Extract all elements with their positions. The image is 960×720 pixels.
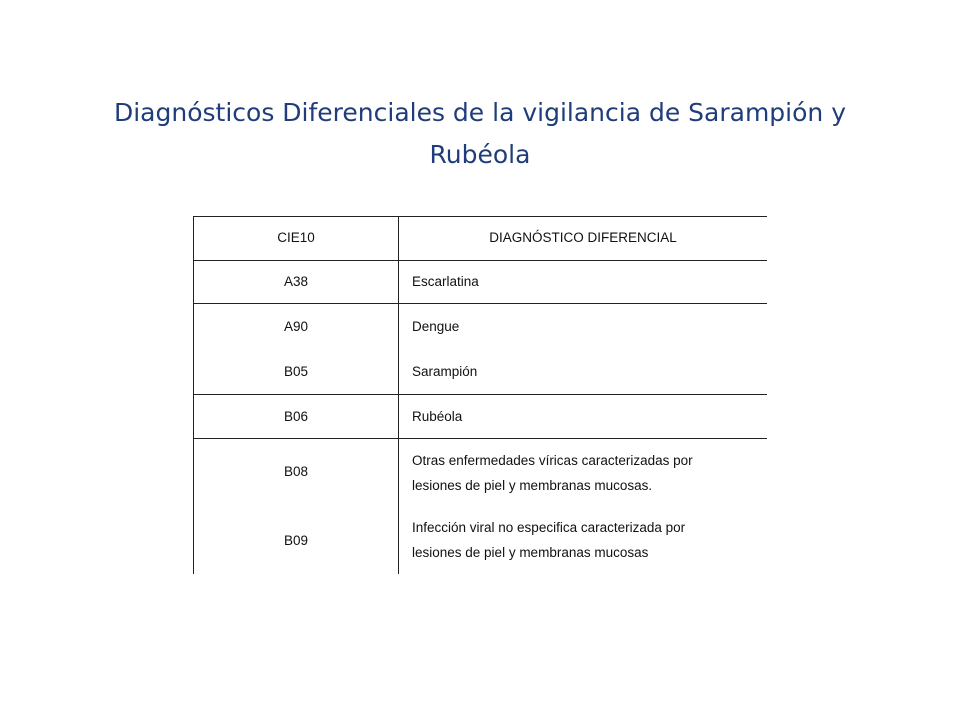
table-column-divider xyxy=(398,216,399,574)
differential-diagnosis-table xyxy=(193,216,767,574)
table-row-code: B06 xyxy=(283,409,309,424)
table-border-left xyxy=(193,216,194,574)
table-row-diagnosis: Rubéola xyxy=(412,409,463,424)
column-header-diagnosis: DIAGNÓSTICO DIFERENCIAL xyxy=(489,230,677,245)
table-row-diagnosis-line: lesiones de piel y membranas mucosas xyxy=(412,545,649,560)
table-row-divider xyxy=(193,260,767,261)
table-row-diagnosis xyxy=(412,515,762,565)
table-row-code: B09 xyxy=(283,533,309,548)
table-row-diagnosis xyxy=(412,448,762,498)
table-row-divider xyxy=(193,394,767,395)
table-row-diagnosis-line: lesiones de piel y membranas mucosas. xyxy=(412,478,653,493)
table-row-code: A90 xyxy=(283,319,309,334)
table-row-code: B08 xyxy=(283,464,309,479)
table-row-diagnosis: Escarlatina xyxy=(412,274,479,289)
table-row-code: B05 xyxy=(283,364,309,379)
column-header-code: CIE10 xyxy=(277,230,315,245)
table-row-divider xyxy=(193,438,767,439)
page-title xyxy=(60,92,900,176)
table-row-code: A38 xyxy=(283,274,309,289)
table-row-diagnosis-line: Infección viral no especifica caracterizada por xyxy=(412,520,686,535)
table-row-diagnosis: Dengue xyxy=(412,319,460,334)
table-border-top xyxy=(193,216,767,217)
table-row-diagnosis-line: Otras enfermedades víricas caracterizadas por xyxy=(412,453,693,468)
table-row-diagnosis: Sarampión xyxy=(412,364,478,379)
table-row-divider xyxy=(193,303,767,304)
page-title-line-1: Diagnósticos Diferenciales de la vigilancia de Sarampión y xyxy=(113,98,847,127)
page-title-line-2: Rubéola xyxy=(429,140,531,169)
